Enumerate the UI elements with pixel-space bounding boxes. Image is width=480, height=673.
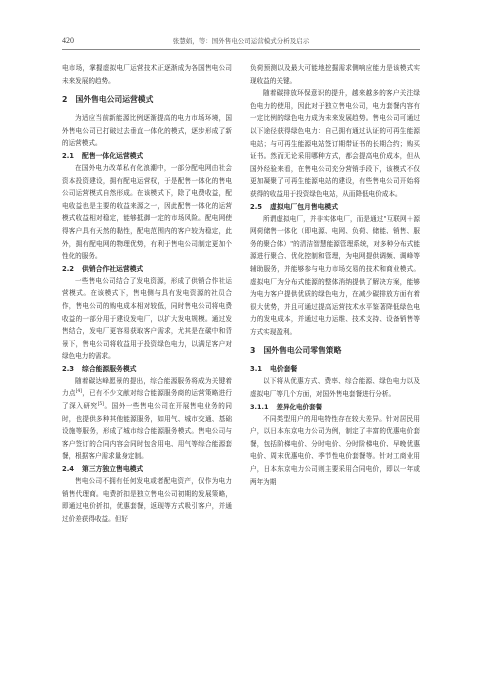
section-title: 综合能源服务模式 <box>82 364 137 373</box>
section-title: 差异化电价套餐 <box>276 402 323 411</box>
running-header <box>62 36 420 50</box>
section-number: 2.5 <box>250 202 263 211</box>
section-title: 电价套餐 <box>270 365 298 374</box>
text-run: 。国外一些售电公司在开展售电业务的同时，也提供多种其他能源服务，如用气、城市交通、基础设施等服务，形成了城市综合能源服务模式。售电公司与客户签订的合同内容会同时包含用电、用气等综合能源套餐，根据客户需求量身定制。 <box>62 402 233 461</box>
page-number: 420 <box>62 36 74 45</box>
continued-paragraph: 负荷预测以及最大可能地挖掘需求侧响应能力是该模式实现收益的关键。 <box>250 64 420 85</box>
section-title: 配售一体化运营模式 <box>82 151 144 160</box>
section-2-4-paragraph: 售电公司不拥有任何发电或者配电资产，仅作为电力销售代理商。电费折扣是独立售电公司初期的发展策略，即通过电价折扣，优惠套餐，返现等方式吸引客户，并通过价差获得收益。但好 <box>62 477 232 523</box>
section-title: 第三方独立售电模式 <box>82 465 144 474</box>
section-2-1-paragraph: 在国外电力改革私有化浪潮中，一部分配电网由社会资本投资建设，拥有配电运营权，于是配售一体化的售电公司运营模式自然形成。在该模式下，除了电费收益，配电收益也是主要的收益来源之一，因此配售一体化的运营模式收益相对稳定，能够抵御一定的市场风险。配电网使得客户具有天然的黏性，配电范围内的客户较为稳定，此外，拥有配电网的物理优势，有利于售电公司制定更加个性化的服务。 <box>62 163 232 261</box>
citation: [4] <box>75 389 83 395</box>
header-rule <box>62 49 420 50</box>
section-2-3-paragraph <box>62 375 232 463</box>
section-3-1-paragraph: 以下将从优惠方式、费率、综合能源、绿色电力以及虚拟电厂等几个方面，对国外售电套餐进行分析。 <box>250 377 420 399</box>
section-2-4-heading <box>62 463 232 475</box>
section-3-heading <box>250 345 420 357</box>
section-number: 2.1 <box>62 151 75 160</box>
section-title: 供销合作社运营模式 <box>82 264 144 273</box>
section-2-3-heading <box>62 363 232 375</box>
section-number: 2.4 <box>62 465 75 474</box>
section-number: 2.3 <box>62 364 75 373</box>
section-number: 3 <box>250 346 256 356</box>
running-title: 张慧娟，等：国外售电公司运营模式分析及启示 <box>172 37 310 45</box>
intro-tail-paragraph: 电市场，掌握虚拟电厂运营技术正逐渐成为各国售电公司未来发展的趋势。 <box>62 64 232 85</box>
section-2-paragraph: 为适应当前新能源比例逐渐提高的电力市场环境，国外售电公司已打破过去垂直一体化的模式，逐步形成了新的运营模式。 <box>62 114 232 148</box>
text-run: ，已有不少文献对综合能源服务商的运营策略进行了深入研究 <box>62 389 233 411</box>
citation: [5] <box>97 401 104 407</box>
section-3-1-1-heading <box>250 401 420 413</box>
left-column <box>62 62 232 525</box>
section-2-1-heading <box>62 150 232 162</box>
section-2-5-paragraph: 所谓虚拟电厂，并非实体电厂，而是通过"互联网＋源网荷储售一体化（即电源、电网、负荷、储能、销售、服务的聚合体）"的清洁智慧能源管理系统，对多种分布式能源进行聚合、优化控制和管理，为电网提供调频、调峰等辅助服务，并能够参与电力市场交易的技术和商业模式。虚拟电厂为分布式能源的整体消纳提供了解决方案，能够为电力客户提供优质的绿色电力，在减少碳排放方面有着很大优势，并且可通过提高运营技术水平鉴著降低绿色电力的发电成本，并通过电力运维、技术支持、设备销售等方式实现盈利。 <box>250 214 420 336</box>
right-column <box>250 62 420 488</box>
section-number: 3.1 <box>250 365 263 374</box>
section-2-2-paragraph: 一些售电公司结合了发电资源，形成了供销合作社运营模式。在该模式下，售电侧与具有发电资源的社员合作，售电公司的购电成本相对较低，同时售电公司将电费收益的一部分用于建设发电厂，以扩大发电规模。通过发售结合，发电厂更容易获取客户需求，尤其是在碳中和背景下，售电公司将收益用于投资绿色电力，以满足客户对绿色电力的需求。 <box>62 276 232 361</box>
section-2-5-heading <box>250 201 420 213</box>
section-number: 3.1.1 <box>250 402 269 411</box>
section-title: 国外售电公司运营模式 <box>75 95 154 105</box>
section-title: 虚拟电厂包月售电模式 <box>270 202 339 211</box>
section-number: 2 <box>62 95 68 105</box>
text-run: 随着碳达峰愿景的提出，综合能源服务将成为关键着力点 <box>62 376 232 398</box>
section-number: 2.2 <box>62 264 75 273</box>
green-power-paragraph: 随着碳排放环保意识的提升，越来越多的客户关注绿色电力的使用，因此对于独立售电公司，电力套餐内容有一定比例的绿色电力成为未来发展趋势。售电公司可通过以下途径获得绿色电力：自己拥有通过认证的可再生能源电站；与可再生能源电站签订期带证书的长期合约；购买证书。然而无论采用哪种方式，都会提高电价成本，但从国外经验来看，在售电公司充分营销手段下，该模式不仅更加凝聚了可再生能源电站的建设，有些售电公司开始将获得的收益用于投资绿色电站，从而降低电价成本。 <box>250 89 420 198</box>
section-2-heading <box>62 94 232 106</box>
section-3-1-1-paragraph: 不同类型用户的用电特性存在较大差异。针对居民用户，以日本东京电力公司为例，制定了丰富的优惠电价套餐，包括阶梯电价、分时电价、分时阶梯电价、早晚优惠电价、周末优惠电价、季节性电价套餐等。针对工商业用户，日本东京电力公司则主要采用合同电价，即以一年或两年为期 <box>250 414 420 486</box>
section-2-2-heading <box>62 263 232 275</box>
section-title: 国外售电公司零售策略 <box>263 346 342 356</box>
section-3-1-heading <box>250 363 420 375</box>
